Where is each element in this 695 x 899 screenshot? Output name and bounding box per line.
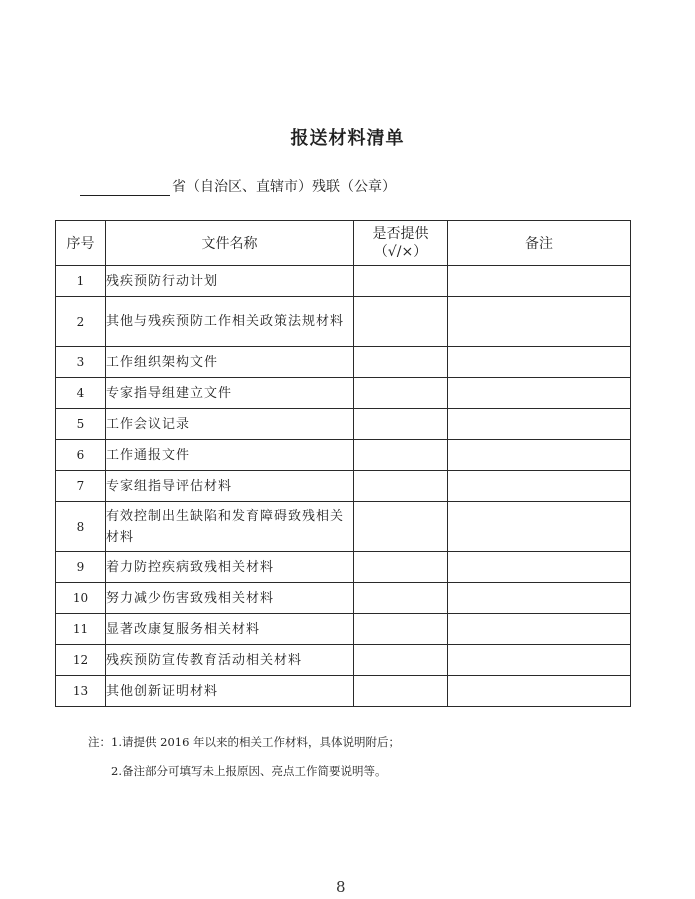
row-note-cell: [448, 502, 631, 552]
row-no: 1: [56, 266, 106, 297]
row-name: 努力减少伤害致残相关材料: [106, 583, 354, 614]
table-row: [56, 266, 631, 297]
document-title: 报送材料清单: [290, 128, 405, 149]
row-name: 工作通报文件: [106, 440, 354, 471]
table-row: [56, 378, 631, 409]
note-line-2: 2.备注部分可填写未上报原因、亮点工作简要说明等。: [111, 764, 387, 778]
table-row: [56, 502, 631, 552]
row-no: 9: [56, 552, 106, 583]
row-note-cell: [448, 297, 631, 347]
row-name: 工作会议记录: [106, 409, 354, 440]
row-provided-cell: [354, 347, 448, 378]
row-note-cell: [448, 440, 631, 471]
row-name: 显著改康复服务相关材料: [106, 614, 354, 645]
row-provided-cell: [354, 409, 448, 440]
note-line-1: 注：1.请提供 2016 年以来的相关工作材料，具体说明附后；: [88, 735, 401, 749]
document-subtitle: [80, 176, 396, 196]
row-provided-cell: [354, 552, 448, 583]
table-header-row: [56, 221, 631, 266]
table-row: [56, 297, 631, 347]
header-no: 序号: [56, 221, 106, 266]
table-row: [56, 347, 631, 378]
table-row: [56, 471, 631, 502]
row-name: 专家指导组建立文件: [106, 378, 354, 409]
subtitle-text: 省（自治区、直辖市）残联（公章）: [172, 179, 396, 195]
header-provided-line1: 是否提供: [372, 226, 429, 242]
header-note: 备注: [448, 221, 631, 266]
row-note-cell: [448, 378, 631, 409]
header-name: 文件名称: [106, 221, 354, 266]
row-note-cell: [448, 347, 631, 378]
header-provided-line2: （√/×）: [373, 244, 428, 260]
row-provided-cell: [354, 297, 448, 347]
table-row: [56, 440, 631, 471]
row-name: 有效控制出生缺陷和发育障碍致残相关材料: [106, 502, 354, 552]
header-provided: [354, 221, 448, 266]
row-provided-cell: [354, 614, 448, 645]
row-note-cell: [448, 471, 631, 502]
row-no: 4: [56, 378, 106, 409]
row-name: 专家组指导评估材料: [106, 471, 354, 502]
row-no: 12: [56, 645, 106, 676]
row-name: 残疾预防宣传教育活动相关材料: [106, 645, 354, 676]
materials-table: [55, 220, 631, 707]
row-name: 工作组织架构文件: [106, 347, 354, 378]
table-row: [56, 676, 631, 707]
row-provided-cell: [354, 266, 448, 297]
row-name: 其他与残疾预防工作相关政策法规材料: [106, 297, 354, 347]
notes-section: [88, 728, 400, 786]
table-row: [56, 409, 631, 440]
row-name: 其他创新证明材料: [106, 676, 354, 707]
row-no: 13: [56, 676, 106, 707]
page-number: 8: [336, 878, 346, 896]
row-no: 5: [56, 409, 106, 440]
row-provided-cell: [354, 378, 448, 409]
row-note-cell: [448, 645, 631, 676]
row-no: 10: [56, 583, 106, 614]
fill-in-blank-line: [80, 177, 170, 196]
row-no: 11: [56, 614, 106, 645]
row-provided-cell: [354, 583, 448, 614]
row-note-cell: [448, 552, 631, 583]
row-note-cell: [448, 583, 631, 614]
table-row: [56, 552, 631, 583]
table-row: [56, 645, 631, 676]
row-no: 6: [56, 440, 106, 471]
row-note-cell: [448, 409, 631, 440]
row-no: 7: [56, 471, 106, 502]
row-provided-cell: [354, 676, 448, 707]
row-no: 8: [56, 502, 106, 552]
row-note-cell: [448, 676, 631, 707]
row-provided-cell: [354, 502, 448, 552]
row-no: 2: [56, 297, 106, 347]
table-row: [56, 614, 631, 645]
table-row: [56, 583, 631, 614]
row-name: 残疾预防行动计划: [106, 266, 354, 297]
row-provided-cell: [354, 471, 448, 502]
row-no: 3: [56, 347, 106, 378]
row-name: 着力防控疾病致残相关材料: [106, 552, 354, 583]
row-provided-cell: [354, 645, 448, 676]
row-note-cell: [448, 614, 631, 645]
row-note-cell: [448, 266, 631, 297]
row-provided-cell: [354, 440, 448, 471]
